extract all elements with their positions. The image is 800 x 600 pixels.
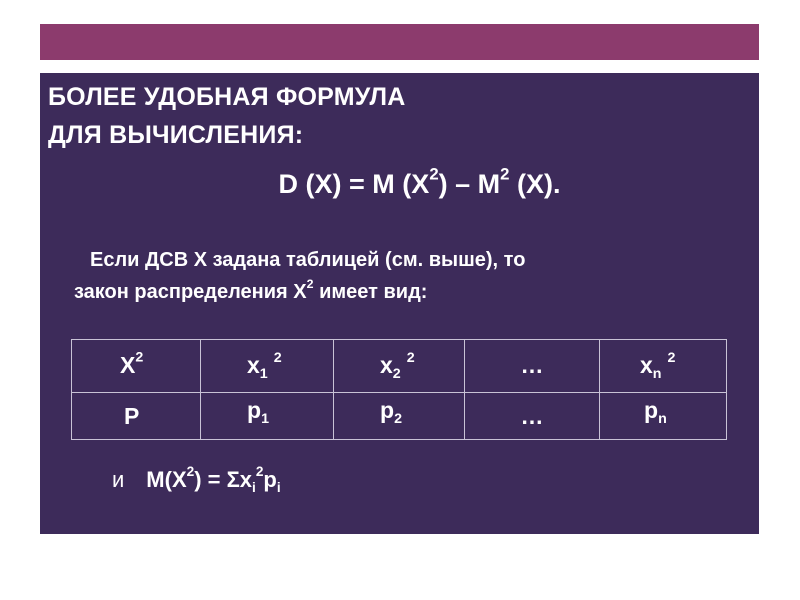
table-cell-ellipsis-2: … [465,393,600,440]
table-cell-xn-squared: $x_n^2$ [600,340,727,393]
heading-line-1: БОЛЕЕ УДОБНАЯ ФОРМУЛА [48,83,406,111]
title-accent-bar [40,24,759,60]
table-cell-header-x2: $Х^2$ [72,340,201,393]
table-cell-x2-squared: $x_2^2$ [334,340,465,393]
table-cell-p2: $p_2$ [334,393,465,440]
content-panel [40,73,759,534]
heading-line-2: ДЛЯ ВЫЧИСЛЕНИЯ: [48,121,304,149]
paragraph-line-2: закон распределения $Х^2$ имеет вид: [74,277,428,303]
table-cell-p1: $p_1$ [201,393,334,440]
variance-formula: D (X) = M $(X^2) - M^2$ (X). [278,164,561,199]
table-cell-header-p: Р [72,393,201,440]
expectation-formula: и $М(Х^2) = \Sigma x_i^2p_i$ [112,464,281,495]
table-cell-x1-squared: $x_1^2$ [201,340,334,393]
paragraph-line-1: Если ДСВ Х задана таблицей (см. выше), то [90,249,526,271]
table-cell-pn: $p_n$ [600,393,727,440]
distribution-table [71,339,727,440]
table-row-values [72,340,727,393]
table-cell-ellipsis: … [465,340,600,393]
table-row-probabilities [72,393,727,440]
